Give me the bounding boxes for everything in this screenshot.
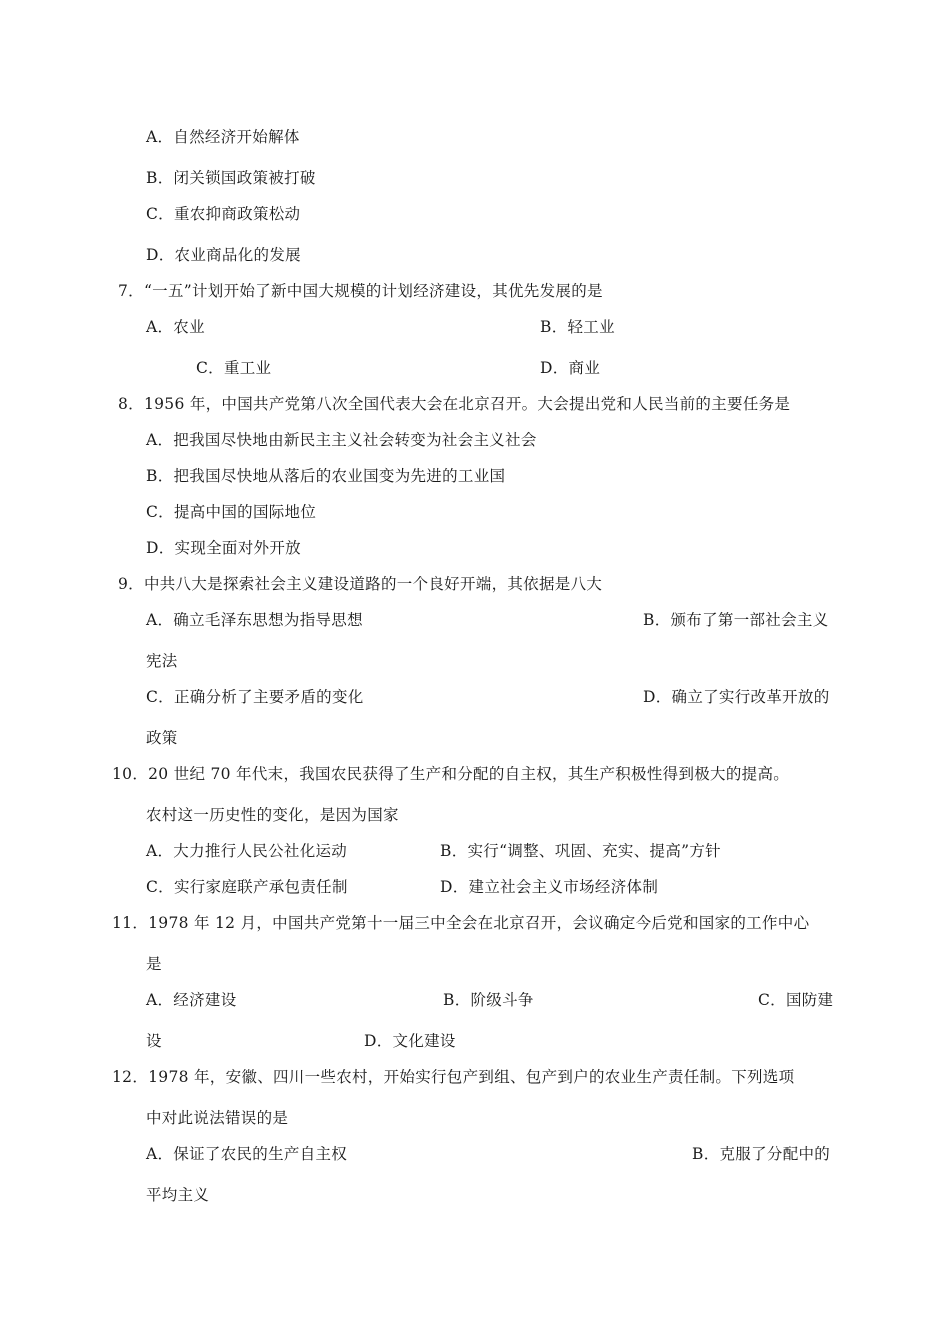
q7-option-c: C．重工业 <box>196 359 272 377</box>
q8-option-c: C．提高中国的国际地位 <box>146 503 317 521</box>
q11-option-a: A．经济建设 <box>146 991 237 1009</box>
q7-option-a: A．农业 <box>146 318 205 336</box>
q12-stem-line-1: 12．1978 年，安徽、四川一些农村，开始实行包产到组、包产到户的农业生产责任制。下列选项 <box>112 1068 795 1086</box>
q12-option-a: A．保证了农民的生产自主权 <box>146 1145 348 1163</box>
q10-option-a: A．大力推行人民公社化运动 <box>146 842 348 860</box>
q8-stem: 8．1956 年，中国共产党第八次全国代表大会在北京召开。大会提出党和人民当前的主要任务是 <box>118 395 791 413</box>
q11-stem-line-2: 是 <box>146 955 162 973</box>
q7-option-d: D．商业 <box>540 359 601 377</box>
q9-option-c: C．正确分析了主要矛盾的变化 <box>146 688 364 706</box>
q11-stem-line-1: 11．1978 年 12 月，中国共产党第十一届三中全会在北京召开，会议确定今后党和国家的工作中心 <box>112 914 810 932</box>
q10-stem-line-1: 10．20 世纪 70 年代末，我国农民获得了生产和分配的自主权，其生产积极性得到极大的提高。 <box>112 765 790 783</box>
q10-option-d: D．建立社会主义市场经济体制 <box>440 878 659 896</box>
q11-option-c: C．国防建 <box>758 991 834 1009</box>
q10-stem-line-2: 农村这一历史性的变化，是因为国家 <box>146 806 399 824</box>
q12-option-b-continued: 平均主义 <box>146 1186 210 1204</box>
q9-option-a: A．确立毛泽东思想为指导思想 <box>146 611 363 629</box>
q6-option-c: C．重农抑商政策松动 <box>146 205 301 223</box>
q12-option-b: B．克服了分配中的 <box>692 1145 831 1163</box>
q11-option-b: B．阶级斗争 <box>443 991 534 1009</box>
q11-option-c-continued: 设 <box>146 1032 162 1050</box>
q7-option-b: B．轻工业 <box>540 318 615 336</box>
q10-option-c: C．实行家庭联产承包责任制 <box>146 878 348 896</box>
q8-option-d: D．实现全面对外开放 <box>146 539 301 557</box>
q10-option-b: B．实行“调整、巩固、充实、提高”方针 <box>440 842 721 860</box>
q9-option-d: D．确立了实行改革开放的 <box>643 688 830 706</box>
q11-option-d: D．文化建设 <box>364 1032 456 1050</box>
q6-option-d: D．农业商品化的发展 <box>146 246 301 264</box>
q9-option-b-continued: 宪法 <box>146 652 178 670</box>
q7-stem: 7．“一五”计划开始了新中国大规模的计划经济建设，其优先发展的是 <box>118 282 603 300</box>
q9-stem: 9．中共八大是探索社会主义建设道路的一个良好开端，其依据是八大 <box>118 575 603 593</box>
q8-option-a: A．把我国尽快地由新民主主义社会转变为社会主义社会 <box>146 431 537 449</box>
q6-option-a: A．自然经济开始解体 <box>146 128 300 146</box>
q6-option-b: B．闭关锁国政策被打破 <box>146 169 316 187</box>
q9-option-d-continued: 政策 <box>146 729 178 747</box>
q9-option-b: B．颁布了第一部社会主义 <box>643 611 829 629</box>
q12-stem-line-2: 中对此说法错误的是 <box>146 1109 289 1127</box>
q8-option-b: B．把我国尽快地从落后的农业国变为先进的工业国 <box>146 467 506 485</box>
